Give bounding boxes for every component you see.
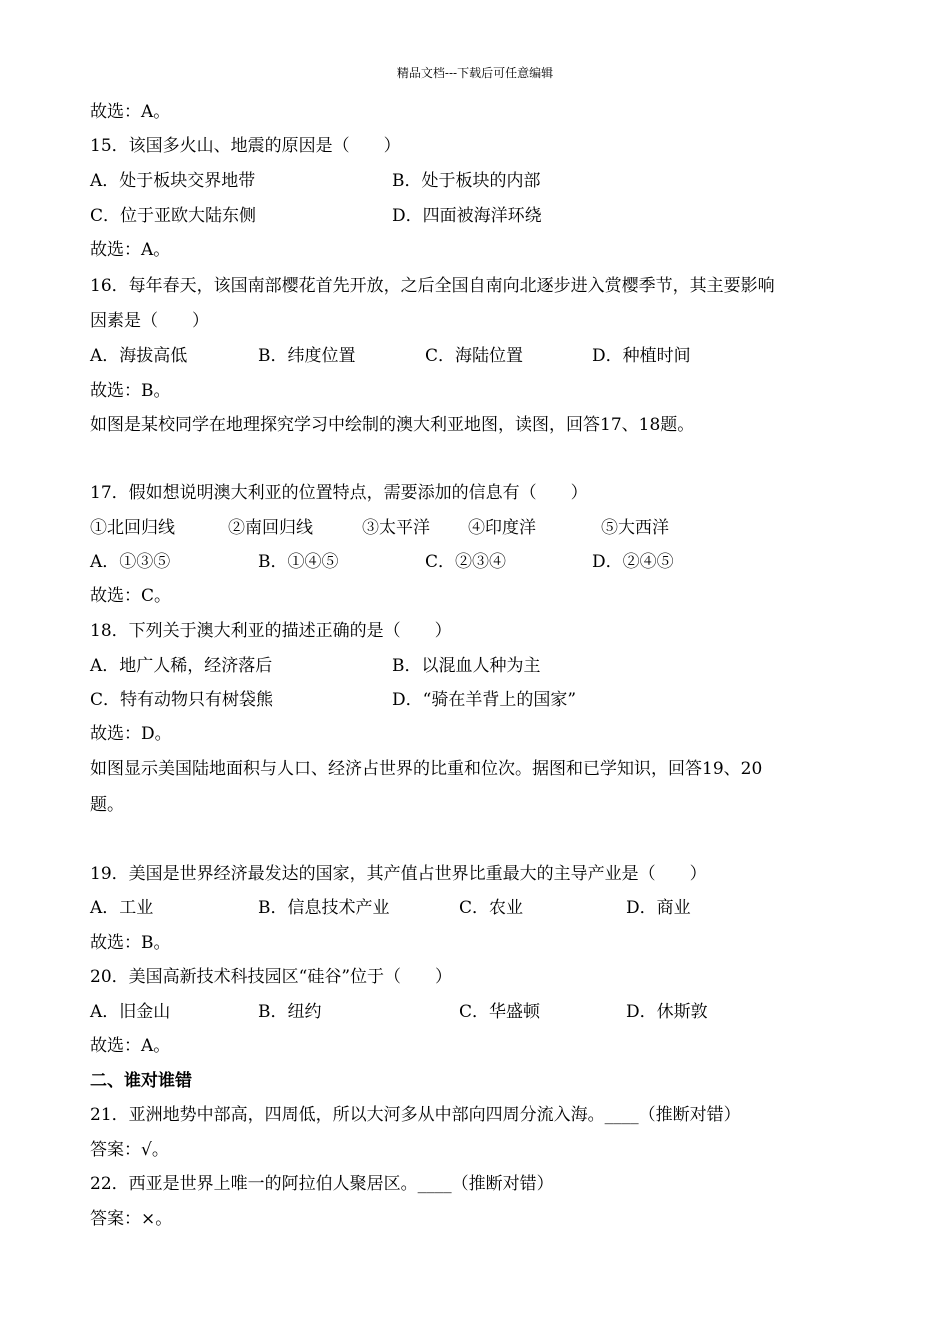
q14-answer: 故选：A。: [90, 102, 171, 122]
q16-option-b: B．纬度位置: [258, 346, 356, 366]
q19-answer: 故选：B。: [90, 933, 171, 953]
q18-stem: 18．下列关于澳大利亚的描述正确的是（ ）: [90, 621, 452, 641]
q15-answer: 故选：A。: [90, 240, 171, 260]
q17-item-3: ③太平洋: [362, 518, 430, 538]
intro-17-18: 如图是某校同学在地理探究学习中绘制的澳大利亚地图，读图，回答17、18题。: [90, 415, 695, 435]
q21-stem: 21．亚洲地势中部高，四周低，所以大河多从中部向四周分流入海。____（推断对错）: [90, 1105, 741, 1125]
q17-item-4: ④印度洋: [468, 518, 536, 538]
q17-option-d: D．②④⑤: [592, 552, 674, 572]
q16-stem-line1: 16．每年春天，该国南部樱花首先开放，之后全国自南向北逐步进入赏樱季节，其主要影响: [90, 276, 775, 296]
q16-option-a: A．海拔高低: [90, 346, 188, 366]
q15-option-c: C．位于亚欧大陆东侧: [90, 206, 257, 226]
q17-item-2: ②南回归线: [228, 518, 313, 538]
q21-answer: 答案：√。: [90, 1140, 169, 1160]
q19-stem: 19．美国是世界经济最发达的国家，其产值占世界比重最大的主导产业是（ ）: [90, 864, 707, 884]
q18-answer: 故选：D。: [90, 724, 172, 744]
q17-item-1: ①北回归线: [90, 518, 175, 538]
q20-option-c: C．华盛顿: [459, 1002, 541, 1022]
q19-option-c: C．农业: [459, 898, 524, 918]
q19-option-b: B．信息技术产业: [258, 898, 390, 918]
q15-option-a: A．处于板块交界地带: [90, 171, 256, 191]
q17-option-b: B．①④⑤: [258, 552, 339, 572]
q19-option-a: A．工业: [90, 898, 154, 918]
q20-answer: 故选：A。: [90, 1036, 171, 1056]
q17-answer: 故选：C。: [90, 586, 172, 606]
q16-option-d: D．种植时间: [592, 346, 691, 366]
intro-19-20-line1: 如图显示美国陆地面积与人口、经济占世界的比重和位次。据图和已学知识，回答19、20: [90, 759, 763, 779]
q17-item-5: ⑤大西洋: [601, 518, 669, 538]
page-header: 精品文档---下载后可任意编辑: [396, 66, 554, 80]
q17-stem: 17．假如想说明澳大利亚的位置特点，需要添加的信息有（ ）: [90, 483, 588, 503]
q16-option-c: C．海陆位置: [425, 346, 524, 366]
q15-option-d: D．四面被海洋环绕: [392, 206, 542, 226]
q18-option-b: B．以混血人种为主: [392, 656, 541, 676]
q16-answer: 故选：B。: [90, 381, 171, 401]
q18-option-c: C．特有动物只有树袋熊: [90, 690, 274, 710]
q20-option-a: A．旧金山: [90, 1002, 171, 1022]
q20-stem: 20．美国高新技术科技园区“硅谷”位于（ ）: [90, 967, 453, 987]
q18-option-d: D．“骑在羊背上的国家”: [392, 690, 577, 710]
section-2-title: 二、谁对谁错: [90, 1071, 192, 1091]
intro-19-20-line2: 题。: [90, 795, 124, 815]
q22-stem: 22．西亚是世界上唯一的阿拉伯人聚居区。____（推断对错）: [90, 1174, 554, 1194]
q16-stem-line2: 因素是（ ）: [90, 311, 209, 331]
q15-stem: 15．该国多火山、地震的原因是（ ）: [90, 136, 401, 156]
q22-answer: 答案：×。: [90, 1209, 173, 1229]
q17-option-a: A．①③⑤: [90, 552, 171, 572]
q19-option-d: D．商业: [626, 898, 691, 918]
q18-option-a: A．地广人稀，经济落后: [90, 656, 273, 676]
q15-option-b: B．处于板块的内部: [392, 171, 541, 191]
q20-option-b: B．纽约: [258, 1002, 322, 1022]
q20-option-d: D．休斯敦: [626, 1002, 708, 1022]
q17-option-c: C．②③④: [425, 552, 507, 572]
